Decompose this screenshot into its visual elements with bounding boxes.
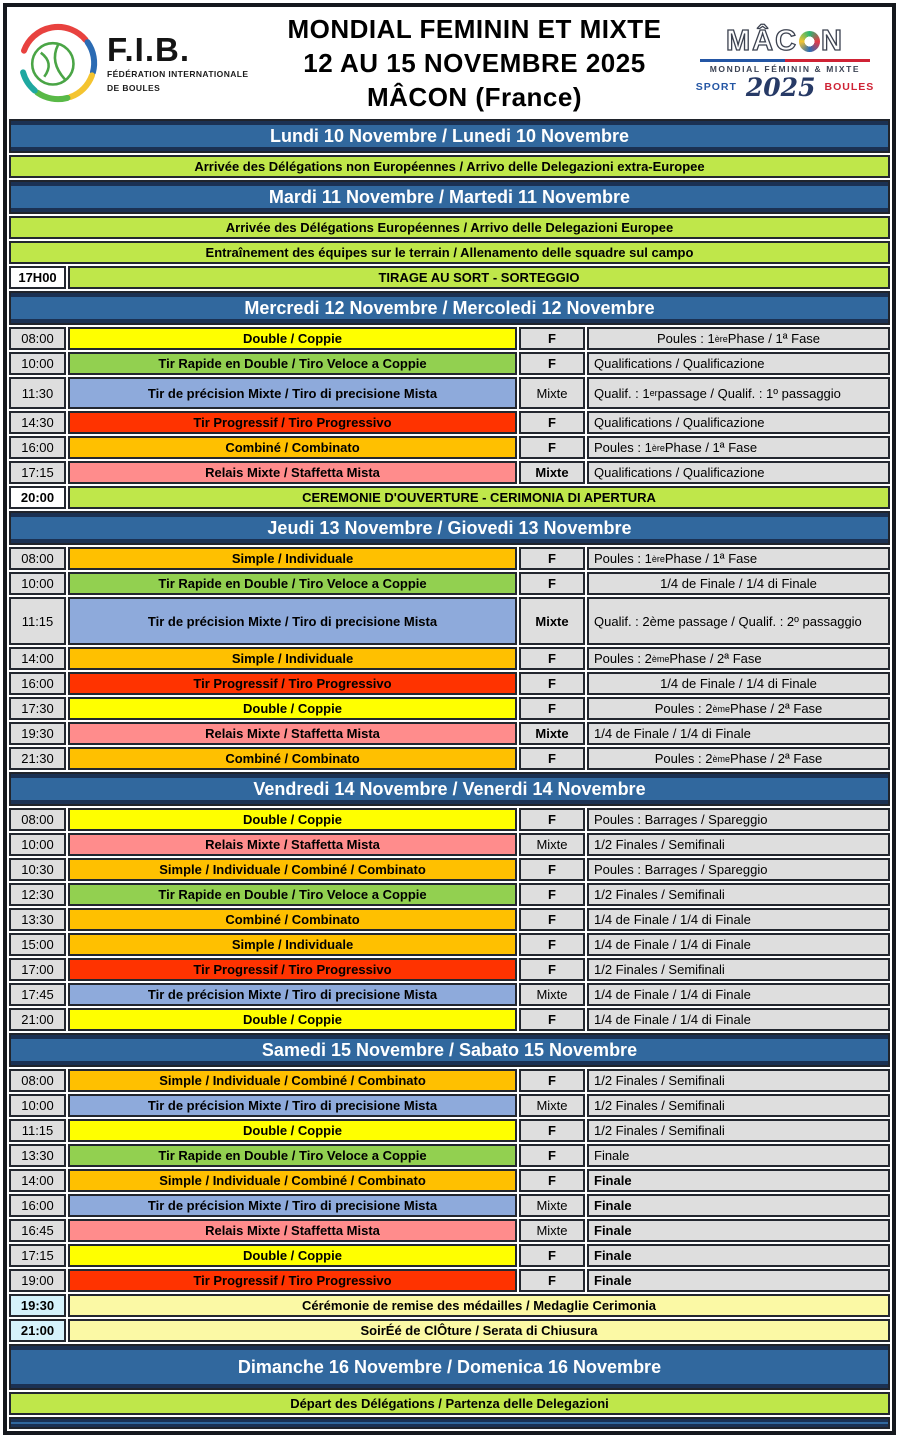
time-cell: 10:00 — [9, 1094, 66, 1117]
phase-cell: 1/4 de Finale / 1/4 di Finale — [587, 672, 890, 695]
time-cell: 08:00 — [9, 327, 66, 350]
event-cell: Double / Coppie — [68, 697, 517, 720]
page-header — [7, 7, 892, 119]
event-cell: Tir Rapide en Double / Tiro Veloce a Coppie — [68, 572, 517, 595]
time-cell: 19:30 — [9, 722, 66, 745]
category-cell: F — [519, 1169, 585, 1192]
time-cell: 11:15 — [9, 1119, 66, 1142]
day-header — [9, 291, 890, 325]
phase-cell: Qualifications / Qualificazione — [587, 352, 890, 375]
day-header-label: Samedi 15 Novembre / Sabato 15 Novembre — [261, 1039, 638, 1060]
category-cell: F — [519, 908, 585, 931]
category-cell: F — [519, 697, 585, 720]
schedule-page — [3, 3, 896, 1435]
category-cell: F — [519, 1269, 585, 1292]
time-cell: 21:00 — [9, 1008, 66, 1031]
category-cell: Mixte — [519, 1194, 585, 1217]
title-line1: MONDIAL FEMININ ET MIXTE — [287, 13, 662, 44]
category-cell: Mixte — [519, 1219, 585, 1242]
macon-divider — [700, 59, 870, 62]
event-cell: Combiné / Combinato — [68, 747, 517, 770]
category-cell: F — [519, 647, 585, 670]
category-cell: F — [519, 327, 585, 350]
day-header-label: Jeudi 13 Novembre / Giovedi 13 Novembre — [267, 517, 632, 538]
phase-cell: Qualifications / Qualificazione — [587, 411, 890, 434]
event-cell: Double / Coppie — [68, 1244, 517, 1267]
event-cell: Double / Coppie — [68, 808, 517, 831]
phase-cell: 1/2 Finales / Semifinali — [587, 883, 890, 906]
category-cell: F — [519, 883, 585, 906]
phase-cell: Finale — [587, 1194, 890, 1217]
title-line3: MÂCON (France) — [366, 82, 582, 113]
time-cell: 17:45 — [9, 983, 66, 1006]
banner-row: Arrivée des Délégations non Européennes / Arrivo delle Delegazioni extra-Europee — [9, 155, 890, 178]
macon-word-prefix: MÂC — [725, 24, 799, 57]
macon-word-suffix: N — [821, 24, 844, 57]
category-cell: F — [519, 858, 585, 881]
macon-subtitle: MONDIAL FÉMININ & MIXTE — [709, 63, 861, 74]
time-cell: 10:00 — [9, 833, 66, 856]
day-header-label: Mardi 11 Novembre / Martedi 11 Novembre — [268, 186, 631, 207]
category-cell: F — [519, 672, 585, 695]
time-cell: 17H00 — [9, 266, 66, 289]
time-cell: 17:00 — [9, 958, 66, 981]
event-cell: Tir de précision Mixte / Tiro di precisione Mista — [68, 377, 517, 409]
category-cell: F — [519, 808, 585, 831]
banner-row: Arrivée des Délégations Européennes / Arrivo delle Delegazioni Europee — [9, 216, 890, 239]
category-cell: F — [519, 1069, 585, 1092]
day-header — [9, 511, 890, 545]
category-cell: F — [519, 1244, 585, 1267]
category-cell: F — [519, 1008, 585, 1031]
event-cell: Combiné / Combinato — [68, 908, 517, 931]
event-cell: Simple / Individuale — [68, 933, 517, 956]
banner-row: SoirÉé de ClÔture / Serata di Chiusura — [68, 1319, 890, 1342]
day-header — [9, 180, 890, 214]
phase-cell: 1/2 Finales / Semifinali — [587, 1119, 890, 1142]
time-cell: 21:30 — [9, 747, 66, 770]
time-cell: 19:30 — [9, 1294, 66, 1317]
category-cell: F — [519, 436, 585, 459]
day-header — [9, 1033, 890, 1067]
time-cell: 08:00 — [9, 1069, 66, 1092]
time-cell: 14:00 — [9, 647, 66, 670]
fib-logo — [15, 20, 263, 106]
time-cell: 15:00 — [9, 933, 66, 956]
macon-footer — [686, 72, 884, 102]
category-cell: F — [519, 958, 585, 981]
macon-boules-label: BOULES — [824, 81, 875, 93]
category-cell: F — [519, 547, 585, 570]
event-cell: Simple / Individuale — [68, 547, 517, 570]
time-cell: 16:45 — [9, 1219, 66, 1242]
category-cell: Mixte — [519, 833, 585, 856]
day-header — [9, 1344, 890, 1390]
macon-wordmark — [686, 24, 884, 57]
category-cell: F — [519, 411, 585, 434]
time-cell: 12:30 — [9, 883, 66, 906]
time-cell: 14:00 — [9, 1169, 66, 1192]
day-header-label: Mercredi 12 Novembre / Mercoledi 12 Novembre — [244, 297, 655, 318]
event-cell: Tir Rapide en Double / Tiro Veloce a Coppie — [68, 883, 517, 906]
phase-cell: Finale — [587, 1219, 890, 1242]
event-cell: Relais Mixte / Staffetta Mista — [68, 1219, 517, 1242]
phase-cell: Poules : 2 ème Phase / 2ª Fase — [587, 697, 890, 720]
category-cell: Mixte — [519, 461, 585, 484]
event-cell: Tir de précision Mixte / Tiro di precisione Mista — [68, 983, 517, 1006]
phase-cell: Finale — [587, 1169, 890, 1192]
event-cell: Combiné / Combinato — [68, 436, 517, 459]
time-cell: 10:00 — [9, 352, 66, 375]
phase-cell: Poules : 2 ème Phase / 2ª Fase — [587, 747, 890, 770]
phase-cell: Poules : 1 ère Phase / 1ª Fase — [587, 436, 890, 459]
phase-cell: 1/2 Finales / Semifinali — [587, 1069, 890, 1092]
macon-ball-icon — [799, 31, 820, 52]
time-cell: 11:30 — [9, 377, 66, 409]
category-cell: Mixte — [519, 722, 585, 745]
time-cell: 19:00 — [9, 1269, 66, 1292]
event-cell: Tir de précision Mixte / Tiro di precisione Mista — [68, 597, 517, 645]
phase-cell: Qualif. : 2ème passage / Qualif. : 2º passaggio — [587, 597, 890, 645]
phase-cell: 1/4 de Finale / 1/4 di Finale — [587, 572, 890, 595]
phase-cell: 1/2 Finales / Semifinali — [587, 958, 890, 981]
event-cell: Simple / Individuale / Combiné / Combinato — [68, 858, 517, 881]
event-cell: Relais Mixte / Staffetta Mista — [68, 722, 517, 745]
time-cell: 10:00 — [9, 572, 66, 595]
event-cell: Tir Progressif / Tiro Progressivo — [68, 672, 517, 695]
event-cell: Double / Coppie — [68, 1119, 517, 1142]
event-cell: Double / Coppie — [68, 327, 517, 350]
event-cell: Simple / Individuale / Combiné / Combinato — [68, 1069, 517, 1092]
schedule-table — [7, 119, 892, 1431]
fib-subtitle-line2: DE BOULES — [107, 82, 161, 93]
event-cell: Simple / Individuale — [68, 647, 517, 670]
time-cell: 21:00 — [9, 1319, 66, 1342]
phase-cell: Poules : Barrages / Spareggio — [587, 808, 890, 831]
time-cell: 17:15 — [9, 461, 66, 484]
phase-cell: Poules : Barrages / Spareggio — [587, 858, 890, 881]
time-cell: 13:30 — [9, 1144, 66, 1167]
time-cell: 16:00 — [9, 1194, 66, 1217]
phase-cell: 1/2 Finales / Semifinali — [587, 1094, 890, 1117]
category-cell: F — [519, 747, 585, 770]
day-header-label: Vendredi 14 Novembre / Venerdi 14 Novembre — [253, 778, 646, 799]
phase-cell: 1/4 de Finale / 1/4 di Finale — [587, 933, 890, 956]
phase-cell: 1/4 de Finale / 1/4 di Finale — [587, 983, 890, 1006]
macon-year: 2025 — [745, 72, 816, 102]
phase-cell: Poules : 1 ère Phase / 1ª Fase — [587, 547, 890, 570]
phase-cell: Poules : 2 ème Phase / 2ª Fase — [587, 647, 890, 670]
banner-row: Entraînement des équipes sur le terrain / Allenamento delle squadre sul campo — [9, 241, 890, 264]
event-cell: Relais Mixte / Staffetta Mista — [68, 833, 517, 856]
fib-logo-icon — [15, 20, 101, 106]
time-cell: 10:30 — [9, 858, 66, 881]
time-cell: 16:00 — [9, 436, 66, 459]
time-cell: 08:00 — [9, 547, 66, 570]
macon-logo — [686, 24, 884, 102]
phase-cell: Finale — [587, 1269, 890, 1292]
event-cell: Tir de précision Mixte / Tiro di precisione Mista — [68, 1194, 517, 1217]
day-header — [9, 119, 890, 153]
category-cell: Mixte — [519, 983, 585, 1006]
time-cell: 17:30 — [9, 697, 66, 720]
phase-cell: Finale — [587, 1244, 890, 1267]
phase-cell: 1/4 de Finale / 1/4 di Finale — [587, 908, 890, 931]
category-cell: F — [519, 1144, 585, 1167]
phase-cell: 1/4 de Finale / 1/4 di Finale — [587, 722, 890, 745]
event-cell: Tir Rapide en Double / Tiro Veloce a Coppie — [68, 1144, 517, 1167]
phase-cell: Qualifications / Qualificazione — [587, 461, 890, 484]
fib-name: F.I.B. — [107, 30, 191, 68]
category-cell: F — [519, 1119, 585, 1142]
phase-cell: Poules : 1 ère Phase / 1ª Fase — [587, 327, 890, 350]
event-cell: Double / Coppie — [68, 1008, 517, 1031]
category-cell: F — [519, 352, 585, 375]
banner-row: Cérémonie de remise des médailles / Medaglie Cerimonia — [68, 1294, 890, 1317]
day-header-label: Dimanche 16 Novembre / Domenica 16 Novembre — [237, 1356, 662, 1377]
day-header-label: Lundi 10 Novembre / Lunedi 10 Novembre — [269, 125, 630, 146]
title-line2: 12 AU 15 NOVEMBRE 2025 — [303, 47, 646, 78]
category-cell: F — [519, 933, 585, 956]
day-header — [9, 772, 890, 806]
time-cell: 20:00 — [9, 486, 66, 509]
time-cell: 13:30 — [9, 908, 66, 931]
event-cell: Tir Rapide en Double / Tiro Veloce a Coppie — [68, 352, 517, 375]
banner-row: TIRAGE AU SORT - SORTEGGIO — [68, 266, 890, 289]
event-cell: Tir Progressif / Tiro Progressivo — [68, 958, 517, 981]
macon-sport-label: SPORT — [695, 81, 737, 93]
category-cell: Mixte — [519, 377, 585, 409]
page-title — [287, 12, 661, 115]
phase-cell: 1/4 de Finale / 1/4 di Finale — [587, 1008, 890, 1031]
phase-cell: Finale — [587, 1144, 890, 1167]
category-cell: Mixte — [519, 597, 585, 645]
banner-row: Départ des Délégations / Partenza delle Delegazioni — [9, 1392, 890, 1415]
footer-strip — [9, 1417, 890, 1429]
time-cell: 17:15 — [9, 1244, 66, 1267]
time-cell: 16:00 — [9, 672, 66, 695]
event-cell: Relais Mixte / Staffetta Mista — [68, 461, 517, 484]
time-cell: 14:30 — [9, 411, 66, 434]
phase-cell: Qualif. : 1 er passage / Qualif. : 1º passaggio — [587, 377, 890, 409]
event-cell: Tir Progressif / Tiro Progressivo — [68, 1269, 517, 1292]
time-cell: 08:00 — [9, 808, 66, 831]
phase-cell: 1/2 Finales / Semifinali — [587, 833, 890, 856]
event-cell: Tir Progressif / Tiro Progressivo — [68, 411, 517, 434]
time-cell: 11:15 — [9, 597, 66, 645]
category-cell: Mixte — [519, 1094, 585, 1117]
event-cell: Tir de précision Mixte / Tiro di precisione Mista — [68, 1094, 517, 1117]
event-cell: Simple / Individuale / Combiné / Combinato — [68, 1169, 517, 1192]
banner-row: CEREMONIE D'OUVERTURE - CERIMONIA DI APERTURA — [68, 486, 890, 509]
category-cell: F — [519, 572, 585, 595]
fib-subtitle-line1: FÉDÉRATION INTERNATIONALE — [107, 68, 249, 79]
